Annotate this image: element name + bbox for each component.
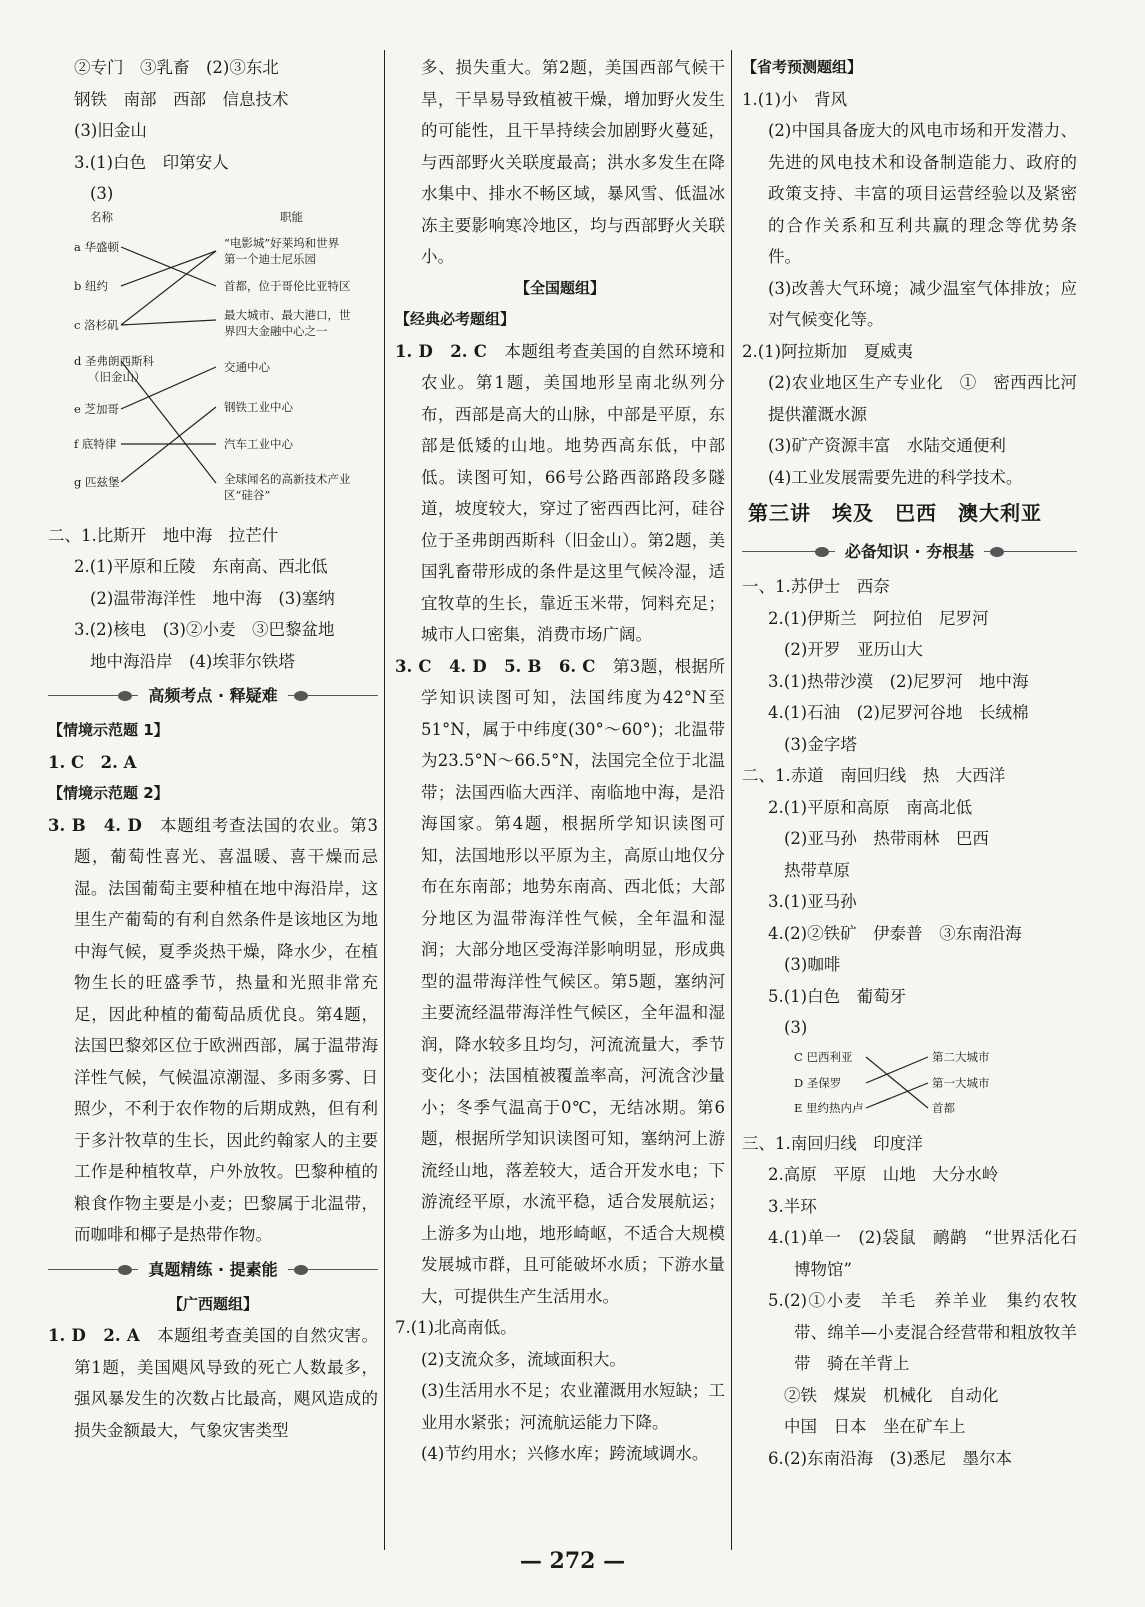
rank-label: 第一大城市	[932, 1075, 990, 1090]
text-line: 热带草原	[784, 860, 850, 880]
text-line: 二、1.赤道 南回归线 热 大西洋	[742, 766, 1006, 785]
answer-paragraph	[395, 336, 725, 651]
text-line: (4)节约用水；兴修水库；跨流域调水。	[421, 1444, 709, 1463]
column-1	[48, 52, 378, 1446]
group-heading: 【全国题组】	[514, 278, 605, 297]
city-label: C 巴西利亚	[794, 1049, 853, 1064]
banner-ornament	[48, 1265, 138, 1275]
city-function-matching-diagram	[48, 210, 378, 520]
section-banner	[48, 677, 378, 715]
explanation-continued: 多、损失重大。第2题，美国西部气候干旱，干旱易导致植被干燥，增加野火发生的可能性，且干旱持续会加剧野火蔓延，与西部野火关联度最高；洪水多发生在降水集中、排水不畅区域，暴风雪、低温冰冻主要影响寒冷地区，均与西部野火关联小。	[421, 58, 725, 266]
city-label: e 芝加哥	[74, 401, 119, 416]
text-line: (3)	[784, 1018, 808, 1037]
text-line: 二、1.比斯开 地中海 拉芒什	[48, 525, 279, 545]
answer-paragraph	[48, 810, 378, 1251]
answer-paragraph	[395, 651, 725, 1313]
text-line: (2)温带海洋性 地中海 (3)塞纳	[90, 588, 335, 608]
banner-ornament	[48, 691, 138, 701]
banner-ornament	[288, 691, 378, 701]
match-line	[866, 1057, 928, 1108]
city-label: g 匹兹堡	[74, 474, 120, 489]
text-line: (2)中国具备庞大的风电市场和开发潜力、先进的风电技术和设备制造能力、政府的政策支持、丰富的项目运营经验以及紧密的合作关系和互利共赢的理念等优势条件。	[768, 121, 1077, 266]
function-label: 交通中心	[224, 359, 270, 374]
banner-ornament	[984, 547, 1077, 557]
banner-title: 必备知识 · 夯根基	[844, 542, 975, 561]
text-line: 3.(1)白色 印第安人	[74, 152, 229, 172]
section-banner	[48, 1251, 378, 1289]
lecture-title: 第三讲 埃及 巴西 澳大利亚	[748, 501, 1042, 525]
text-line: 3.(2)核电 (3)②小麦 ③巴黎盆地	[74, 620, 335, 639]
text-line: (2)开罗 亚历山大	[784, 640, 923, 659]
text-line: 4.(2)②铁矿 伊泰普 ③东南沿海	[768, 923, 1022, 943]
column-2	[395, 52, 725, 1470]
text-line: 4.(1)石油 (2)尼罗河谷地 长绒棉	[768, 703, 1029, 722]
explanation: 第3题，根据所学知识读图可知，法国纬度为42°N至51°N，属于中纬度(30°～60°)；北温带为23.5°N～66.5°N，法国完全位于北温带；法国西临大西洋、南临地中海，是沿海国家。第4题，根据所学知识读图可知，法国地形以平原为主，高原山地仅分布在东南部；地势东南高、西北低；大部分地区为温带海洋性气候，全年温和湿润；大部分地区受海洋影响明显，形成典型的温带海洋性气候区。第5题，塞纳河主要流经温带海洋性气候区，全年温和湿润，降水较多且均匀，河流流量大，季节变化小；法国植被覆盖率高，河流含沙量小；冬季气温高于0℃，无结冰期。第6题，根据所学知识读图可知，塞纳河上游流经山地，落差较大，适合开发水电；下游流经平原，水流平稳，适合发展航运；上游多为山地，地形崎岖，不适合大规模发展城市群，且可能破坏水质；下游水量大，可提供生产生活用水。	[421, 656, 726, 1306]
city-label: b 纽约	[74, 278, 109, 293]
text-line: (3)咖啡	[784, 955, 841, 974]
text-line: 5.(2)①小麦 羊毛 养羊业 集约农牧带、绵羊—小麦混合经营带和粗放牧羊带 骑在羊背上	[768, 1291, 1077, 1373]
answer-keys: 3. C 4. D 5. B 6. C	[395, 656, 596, 676]
rank-label: 首都	[932, 1100, 955, 1115]
answer-keys: 1. D 2. C	[395, 341, 487, 361]
function-label: “电影城”好莱坞和世界	[224, 235, 340, 250]
rank-label: 第二大城市	[932, 1049, 990, 1064]
text-line: 3.(1)热带沙漠 (2)尼罗河 地中海	[768, 671, 1029, 691]
explanation: 本题组考查美国的自然灾害。第1题，美国飓风导致的死亡人数最多，强风暴发生的次数占比最高，飓风造成的损失金额最大，气象灾害类型	[74, 1326, 379, 1440]
city-label: （旧金山）	[88, 369, 146, 384]
text-line: (3)改善大气环境；减少温室气体排放；应对气候变化等。	[768, 278, 1077, 329]
banner-ornament	[742, 547, 835, 557]
banner-title: 真题精练 · 提素能	[148, 1259, 278, 1279]
city-label: d 圣弗朗西斯科	[74, 353, 155, 368]
text-line: 2.(1)阿拉斯加 夏威夷	[742, 341, 914, 361]
match-line	[121, 251, 216, 325]
page-number: — 272 —	[519, 1548, 626, 1574]
function-label: 首都，位于哥伦比亚特区	[224, 278, 351, 293]
text-line: 中国 日本 坐在矿车上	[784, 1417, 966, 1436]
answer-keys: 1. D 2. A	[48, 1326, 140, 1345]
text-line: 1.(1)小 背风	[742, 89, 848, 109]
function-label: 钢铁工业中心	[224, 399, 293, 414]
column-divider-1	[384, 50, 385, 1550]
header-function: 职能	[280, 209, 303, 224]
answer-paragraph	[48, 1320, 378, 1446]
answer-line: 1. C 2. A	[48, 752, 137, 772]
text-line: 三、1.南回归线 印度洋	[742, 1133, 923, 1153]
function-label: 区“硅谷”	[224, 487, 271, 502]
text-line: (3)生活用水不足；农业灌溉用水短缺；工业用水紧张；河流航运能力下降。	[421, 1381, 725, 1432]
text-line: 2.(1)平原和丘陵 东南高、西北低	[74, 557, 328, 576]
text-line: ②专门 ③乳畜 (2)③东北	[74, 58, 279, 77]
text-line: (2)农业地区生产专业化 ① 密西西比河 提供灌溉水源	[768, 373, 1094, 424]
match-line	[121, 320, 216, 325]
text-line: 2.(1)伊斯兰 阿拉伯 尼罗河	[768, 608, 989, 628]
text-line: 3.(1)亚马孙	[768, 892, 857, 911]
text-line: 一、1.苏伊士 西奈	[742, 577, 890, 596]
banner-ornament	[288, 1265, 378, 1275]
function-label: 最大城市、最大港口，世	[224, 307, 351, 322]
group-heading: 【情境示范题 1】	[48, 721, 169, 739]
text-line: (3)	[90, 184, 114, 203]
text-line: 地中海沿岸 (4)埃菲尔铁塔	[90, 651, 295, 671]
text-line: 4.(1)单一 (2)袋鼠 鸸鹋 “世界活化石博物馆”	[768, 1228, 1077, 1279]
function-label: 第一个迪士尼乐园	[224, 251, 316, 266]
explanation: 本题组考查法国的农业。第3题，葡萄性喜光、喜温暖、喜干燥而忌湿。法国葡萄主要种植在地中海沿岸，这里生产葡萄的有利自然条件是该地区为地中海气候，夏季炎热干燥，降水少，在植物生长的旺盛季节，热量和光照非常充足，因此种植的葡萄品质优良。第4题，法国巴黎郊区位于欧洲西部，属于温带海洋性气候，气候温凉潮湿、多雨多雾、日照少，不利于农作物的后期成熟，但有利于多汁牧草的生长，因此约翰家人的主要工作是种植牧草，户外放牧。巴黎种植的粮食作物主要是小麦；巴黎属于北温带，而咖啡和椰子是热带作物。	[74, 815, 378, 1244]
group-heading: 【广西题组】	[167, 1294, 258, 1313]
text-line: (3)矿产资源丰富 水陆交通便利	[768, 436, 1006, 455]
text-line: (2)亚马孙 热带雨林 巴西	[784, 829, 989, 848]
banner-title: 高频考点 · 释疑难	[148, 686, 278, 705]
group-heading: 【省考预测题组】	[742, 58, 863, 76]
column-3	[742, 52, 1094, 1474]
function-label: 全球闻名的高新技术产业	[224, 471, 351, 486]
text-line: 2.(1)平原和高原 南高北低	[768, 797, 973, 817]
city-label: c 洛杉矶	[74, 317, 119, 332]
function-label: 汽车工业中心	[224, 436, 293, 451]
column-divider-2	[731, 50, 732, 1550]
header-name: 名称	[90, 209, 113, 224]
text-line: ②铁 煤炭 机械化 自动化	[784, 1385, 999, 1405]
match-line	[866, 1057, 928, 1083]
text-line: 7.(1)北高南低。	[395, 1318, 517, 1337]
brazil-city-matching-diagram	[742, 1044, 1077, 1128]
matching-lines	[742, 1044, 1077, 1128]
text-line: 3.半环	[768, 1196, 817, 1216]
city-label: D 圣保罗	[794, 1075, 842, 1090]
function-label: 界四大金融中心之一	[224, 323, 328, 338]
match-line	[866, 1083, 928, 1108]
section-banner	[742, 533, 1077, 571]
answer-keys: 3. B 4. D	[48, 815, 142, 835]
text-line: (3)金字塔	[784, 734, 857, 754]
text-line: 钢铁 南部 西部 信息技术	[74, 89, 289, 109]
explanation: 本题组考查美国的自然环境和农业。第1题，美国地形呈南北纵列分布，西部是高大的山脉，中部是平原，东部是低矮的山地。地势西高东低，中部低。读图可知，66号公路西部路段多隧道，坡度较大，穿过了密西西比河，硅谷位于圣弗朗西斯科（旧金山）。第2题，美国乳畜带形成的条件是这里气候冷湿，适宜牧草的生长，靠近玉米带，饲料充足；城市人口密集，消费市场广阔。	[421, 341, 725, 644]
group-heading: 【经典必考题组】	[395, 310, 516, 328]
text-line: (2)支流众多，流域面积大。	[421, 1349, 626, 1369]
group-heading: 【情境示范题 2】	[48, 784, 169, 802]
text-line: 6.(2)东南沿海 (3)悉尼 墨尔本	[768, 1448, 1012, 1468]
text-line: (4)工业发展需要先进的科学技术。	[768, 467, 1023, 487]
text-line: (3)旧金山	[74, 121, 147, 140]
city-label: a 华盛顿	[74, 239, 120, 254]
city-label: f 底特律	[74, 436, 117, 451]
city-label: E 里约热内卢	[794, 1100, 864, 1115]
text-line: 5.(1)白色 葡萄牙	[768, 986, 907, 1006]
text-line: 2.高原 平原 山地 大分水岭	[768, 1165, 999, 1184]
